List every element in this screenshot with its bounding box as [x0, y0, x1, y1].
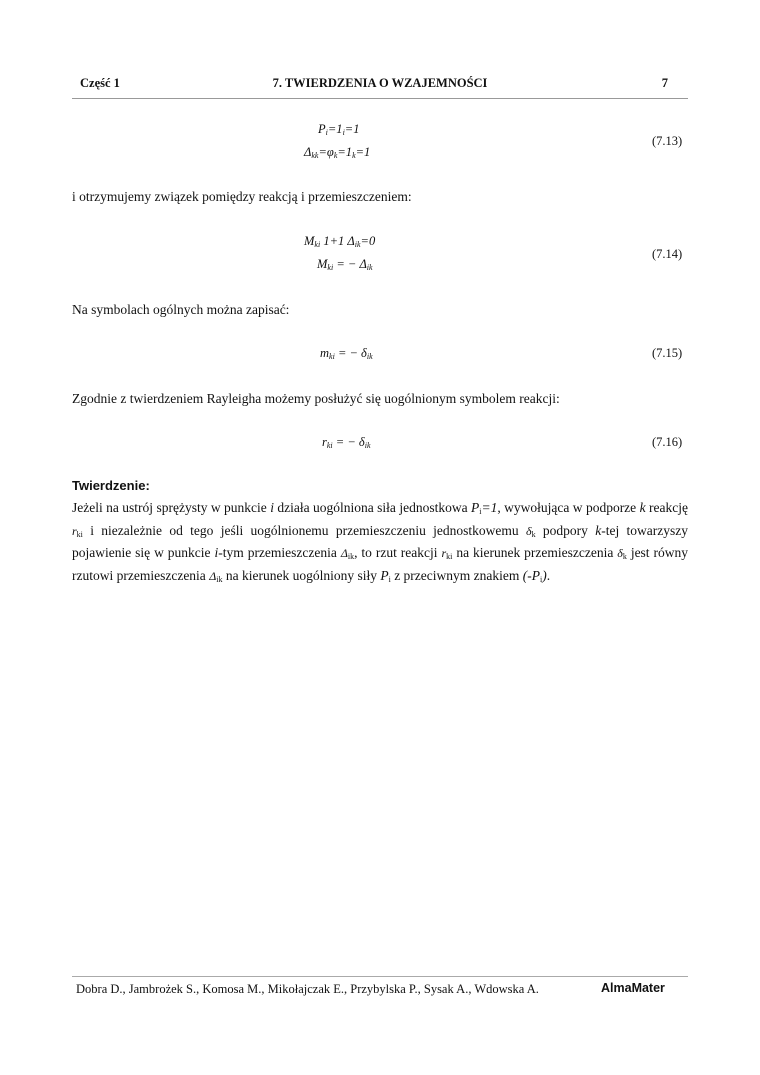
- equation-7-14-line-2: $M_{ki}$ = − $\Delta_{ik}$: [317, 257, 373, 272]
- header-part: Część 1: [80, 76, 120, 90]
- paragraph-1: i otrzymujemy związek pomiędzy reakcją i przemieszczeniem:: [72, 189, 412, 204]
- paragraph-3: Zgodnie z twierdzeniem Rayleigha możemy posłużyć się uogólnionym symbolem reakcji:: [72, 391, 560, 406]
- theorem-heading: Twierdzenie:: [72, 478, 150, 493]
- equation-7-13-line-2: $\Delta_{kk}=\varphi_k=1_k=1$: [304, 145, 371, 160]
- equation-7-15: $m_{ki}$ = − $\delta_{ik}$: [320, 346, 373, 361]
- equation-number-7-16: (7.16): [652, 435, 683, 449]
- paragraph-2: Na symbolach ogólnych można zapisać:: [72, 302, 290, 317]
- page-header: [72, 76, 688, 94]
- equation-number-7-14: (7.14): [652, 247, 683, 261]
- footer-authors: Dobra D., Jambrożek S., Komosa M., Mikołajczak E., Przybylska P., Sysak A., Wdowska A.: [76, 982, 539, 996]
- equation-7-14-line-1: $M_{ki}$ 1+1 $\Delta_{ik}=0$: [304, 234, 376, 249]
- theorem-text: Jeżeli na ustrój sprężysty w punkcie i działa uogólniona siła jednostkowa $P_i=1$, wywołująca w podporze k reakcję $r_{ki}$ i niezależnie od tego jeśli uogólnionemu przemieszczeniu jednostkowemu $\delta_k$ podpory k-tej towarzyszy pojawienie się w punkcie i-tym przemieszczenia $\Delta_{ik}$, to rzut reakcji $r_{ki}$ na kierunek przemieszczenia $\delta_k$ jest równy rzutowi przemieszczenia $\Delta_{ik}$ na kierunek uogólniony siły $P_i$ z przeciwnym znakiem $(-P_i)$.: [72, 500, 689, 584]
- page-number: 7: [661, 76, 668, 90]
- equation-number-7-13: (7.13): [652, 134, 683, 148]
- equation-7-13-line-1: $P_i=1_i=1$: [318, 122, 360, 137]
- footer-brand: AlmaMater: [601, 981, 665, 995]
- header-rule: [72, 98, 688, 99]
- equation-number-7-15: (7.15): [652, 346, 683, 360]
- equation-7-16: $r_{ki}$ = − $\delta_{ik}$: [322, 435, 371, 450]
- header-title: 7. TWIERDZENIA O WZAJEMNOŚCI: [272, 76, 488, 90]
- footer-rule: [72, 976, 688, 977]
